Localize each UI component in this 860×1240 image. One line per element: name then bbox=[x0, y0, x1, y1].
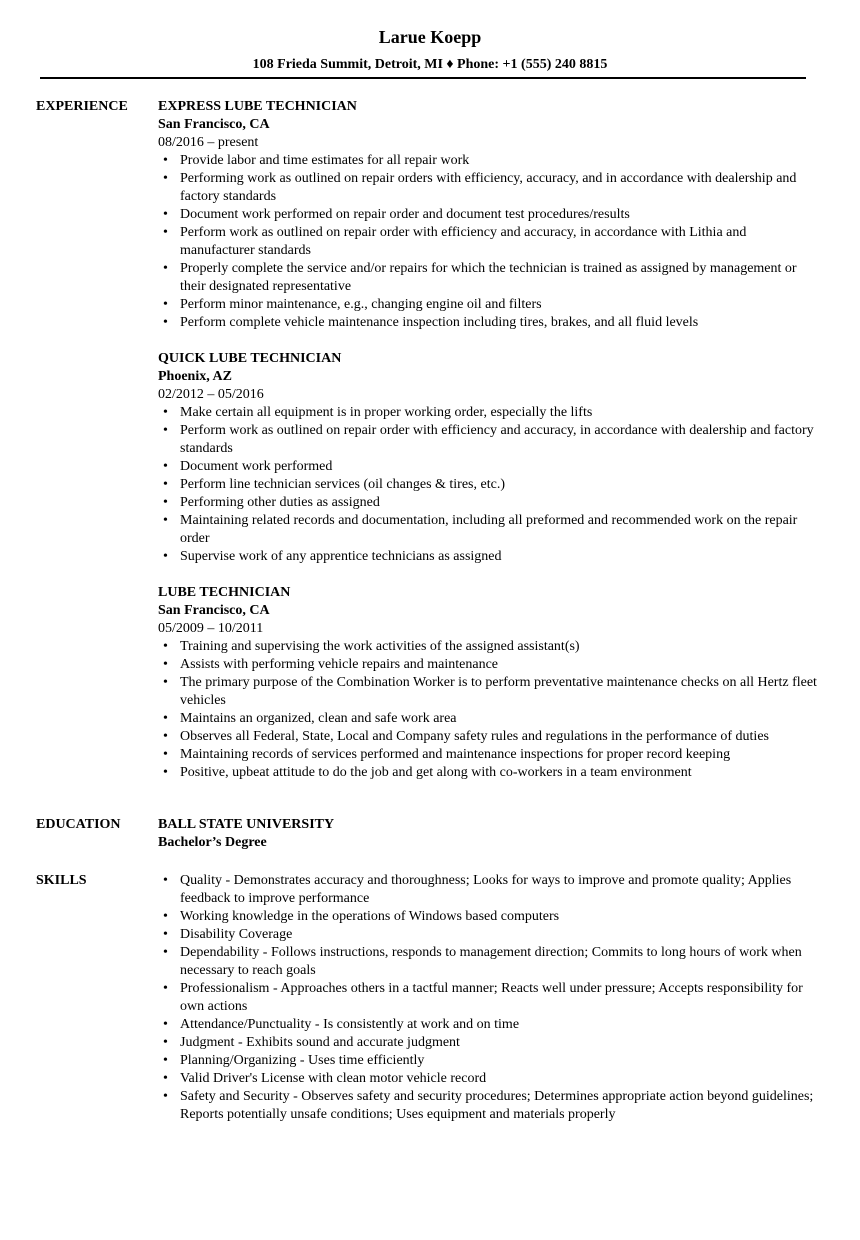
list-item bbox=[158, 1016, 818, 1034]
job-dates: 02/2012 – 05/2016 bbox=[158, 387, 264, 402]
bullet-icon: • bbox=[163, 153, 168, 168]
list-item-text: Perform minor maintenance, e.g., changing engine oil and filters bbox=[180, 297, 542, 312]
list-item bbox=[158, 728, 818, 746]
bullet-icon: • bbox=[163, 207, 168, 222]
bullet-icon: • bbox=[163, 297, 168, 312]
bullet-icon: • bbox=[163, 1017, 168, 1032]
list-item bbox=[158, 710, 818, 728]
bullet-icon: • bbox=[163, 729, 168, 744]
list-item-text: Document work performed on repair order and document test procedures/results bbox=[180, 207, 630, 222]
list-item bbox=[158, 548, 818, 566]
job-location: San Francisco, CA bbox=[158, 117, 270, 132]
list-item bbox=[158, 638, 818, 656]
bullet-icon: • bbox=[163, 423, 168, 438]
job-title: EXPRESS LUBE TECHNICIAN bbox=[158, 99, 357, 114]
list-item bbox=[158, 512, 818, 548]
skills-list bbox=[158, 872, 818, 1124]
list-item-text: Judgment - Exhibits sound and accurate judgment bbox=[180, 1035, 460, 1050]
list-item bbox=[158, 404, 818, 422]
list-item-text: Properly complete the service and/or repairs for which the technician is trained as assigned by management or their designated representative bbox=[180, 261, 797, 294]
list-item-text: Make certain all equipment is in proper working order, especially the lifts bbox=[180, 405, 593, 420]
section-label-education: EDUCATION bbox=[36, 817, 121, 832]
list-item-text: Valid Driver's License with clean motor vehicle record bbox=[180, 1071, 487, 1086]
bullet-icon: • bbox=[163, 225, 168, 240]
job-dates: 05/2009 – 10/2011 bbox=[158, 621, 264, 636]
list-item-text: Attendance/Punctuality - Is consistently at work and on time bbox=[180, 1017, 520, 1032]
job-bullet-list bbox=[158, 152, 818, 332]
list-item bbox=[158, 674, 818, 710]
list-item-text: Maintaining records of services performed and maintenance inspections for proper record keeping bbox=[180, 747, 731, 762]
header-divider bbox=[40, 77, 806, 79]
job-entry bbox=[158, 584, 818, 782]
bullet-icon: • bbox=[163, 747, 168, 762]
list-item-text: Observes all Federal, State, Local and Company safety rules and regulations in the performance of duties bbox=[180, 729, 769, 744]
list-item bbox=[158, 224, 818, 260]
job-location: Phoenix, AZ bbox=[158, 369, 232, 384]
bullet-icon: • bbox=[163, 477, 168, 492]
list-item-text: Perform line technician services (oil changes & tires, etc.) bbox=[180, 477, 505, 492]
list-item bbox=[158, 1052, 818, 1070]
bullet-icon: • bbox=[163, 981, 168, 996]
list-item-text: Assists with performing vehicle repairs and maintenance bbox=[180, 657, 499, 672]
list-item-text: Training and supervising the work activities of the assigned assistant(s) bbox=[180, 639, 580, 654]
bullet-icon: • bbox=[163, 315, 168, 330]
list-item bbox=[158, 314, 818, 332]
list-item-text: Perform complete vehicle maintenance inspection including tires, brakes, and all fluid levels bbox=[180, 315, 699, 330]
job-entry bbox=[158, 350, 818, 566]
list-item bbox=[158, 1088, 818, 1124]
list-item-text: Positive, upbeat attitude to do the job and get along with co-workers in a team environment bbox=[180, 765, 692, 780]
bullet-icon: • bbox=[163, 945, 168, 960]
bullet-icon: • bbox=[163, 513, 168, 528]
list-item-text: Provide labor and time estimates for all repair work bbox=[180, 153, 470, 168]
list-item-text: Maintains an organized, clean and safe work area bbox=[180, 711, 457, 726]
job-bullet-list bbox=[158, 404, 818, 566]
job-location: San Francisco, CA bbox=[158, 603, 270, 618]
job-dates: 08/2016 – present bbox=[158, 135, 259, 150]
list-item-text: Quality - Demonstrates accuracy and thoroughness; Looks for ways to improve and promote quality; Applies feedback to improve performance bbox=[180, 873, 792, 906]
list-item bbox=[158, 170, 818, 206]
list-item bbox=[158, 296, 818, 314]
list-item bbox=[158, 458, 818, 476]
list-item bbox=[158, 152, 818, 170]
list-item bbox=[158, 872, 818, 908]
school-name: BALL STATE UNIVERSITY bbox=[158, 817, 335, 832]
list-item-text: Document work performed bbox=[180, 459, 333, 474]
list-item-text: Supervise work of any apprentice technicians as assigned bbox=[180, 549, 502, 564]
bullet-icon: • bbox=[163, 909, 168, 924]
list-item bbox=[158, 944, 818, 980]
section-label-skills: SKILLS bbox=[36, 873, 87, 888]
list-item-text: Performing work as outlined on repair orders with efficiency, accuracy, and in accordance with dealership and factory standards bbox=[180, 171, 797, 204]
bullet-icon: • bbox=[163, 711, 168, 726]
bullet-icon: • bbox=[163, 765, 168, 780]
list-item bbox=[158, 1070, 818, 1088]
list-item bbox=[158, 1034, 818, 1052]
bullet-icon: • bbox=[163, 549, 168, 564]
list-item bbox=[158, 656, 818, 674]
list-item bbox=[158, 908, 818, 926]
bullet-icon: • bbox=[163, 1071, 168, 1086]
bullet-icon: • bbox=[163, 495, 168, 510]
list-item-text: Perform work as outlined on repair order with efficiency and accuracy, in accordance with Lithia and manufacturer standards bbox=[180, 225, 747, 258]
bullet-icon: • bbox=[163, 675, 168, 690]
list-item-text: The primary purpose of the Combination Worker is to perform preventative maintenance checks on all Hertz fleet vehicles bbox=[180, 675, 817, 708]
section-label-experience: EXPERIENCE bbox=[36, 99, 128, 114]
skills-body bbox=[158, 872, 818, 1124]
list-item-text: Maintaining related records and documentation, including all preformed and recommended work on the repair order bbox=[180, 513, 798, 546]
resume-header bbox=[0, 26, 860, 74]
job-bullet-list bbox=[158, 638, 818, 782]
list-item-text: Working knowledge in the operations of Windows based computers bbox=[180, 909, 560, 924]
list-item bbox=[158, 206, 818, 224]
contact-line: 108 Frieda Summit, Detroit, MI ♦ Phone: +1 (555) 240 8815 bbox=[252, 57, 608, 72]
education-body bbox=[158, 816, 818, 852]
list-item bbox=[158, 926, 818, 944]
list-item bbox=[158, 260, 818, 296]
degree: Bachelor’s Degree bbox=[158, 835, 267, 850]
experience-body bbox=[158, 98, 818, 800]
list-item-text: Dependability - Follows instructions, responds to management direction; Commits to long hours of work when necessary to reach goals bbox=[180, 945, 802, 978]
list-item-text: Professionalism - Approaches others in a tactful manner; Reacts well under pressure; Accepts responsibility for own actions bbox=[180, 981, 803, 1014]
job-title: LUBE TECHNICIAN bbox=[158, 585, 291, 600]
list-item bbox=[158, 746, 818, 764]
bullet-icon: • bbox=[163, 171, 168, 186]
job-title: QUICK LUBE TECHNICIAN bbox=[158, 351, 342, 366]
bullet-icon: • bbox=[163, 927, 168, 942]
list-item bbox=[158, 422, 818, 458]
bullet-icon: • bbox=[163, 1089, 168, 1104]
bullet-icon: • bbox=[163, 873, 168, 888]
list-item bbox=[158, 494, 818, 512]
list-item bbox=[158, 764, 818, 782]
list-item-text: Performing other duties as assigned bbox=[180, 495, 380, 510]
bullet-icon: • bbox=[163, 657, 168, 672]
list-item bbox=[158, 476, 818, 494]
bullet-icon: • bbox=[163, 405, 168, 420]
list-item-text: Disability Coverage bbox=[180, 927, 293, 942]
list-item-text: Planning/Organizing - Uses time efficiently bbox=[180, 1053, 425, 1068]
bullet-icon: • bbox=[163, 1053, 168, 1068]
list-item bbox=[158, 980, 818, 1016]
bullet-icon: • bbox=[163, 459, 168, 474]
list-item-text: Perform work as outlined on repair order with efficiency and accuracy, in accordance with dealership and factory standards bbox=[180, 423, 814, 456]
bullet-icon: • bbox=[163, 639, 168, 654]
bullet-icon: • bbox=[163, 261, 168, 276]
candidate-name: Larue Koepp bbox=[378, 27, 482, 47]
bullet-icon: • bbox=[163, 1035, 168, 1050]
list-item-text: Safety and Security - Observes safety and security procedures; Determines appropriate action beyond guidelines; Reports potentially unsafe conditions; Uses equipment and materials properly bbox=[180, 1089, 814, 1122]
job-entry bbox=[158, 98, 818, 332]
